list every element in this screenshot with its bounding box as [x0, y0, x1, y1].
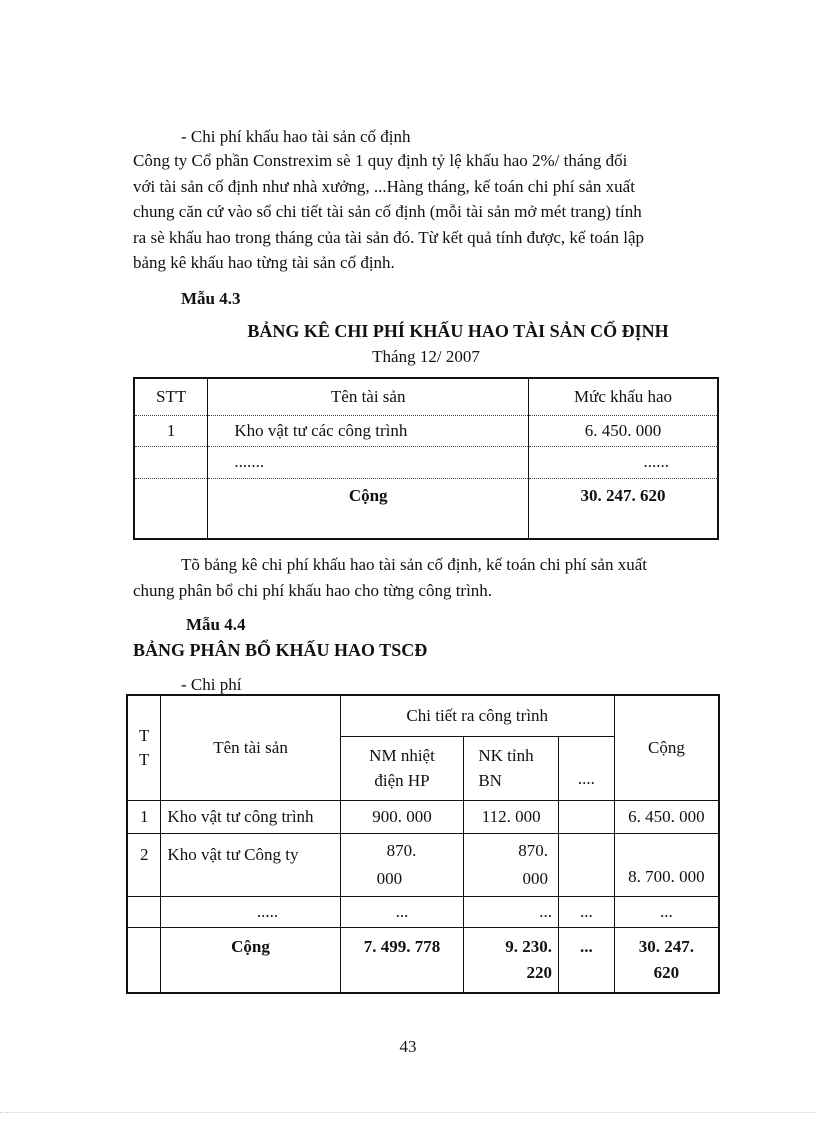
page-edge-divider — [0, 1112, 816, 1114]
header-cell-nm-nhiet-dien: NM nhiệt điện HP — [340, 736, 464, 800]
cell-nm-nhiet-dien: 870. 000 — [340, 833, 464, 896]
cell-asset-name: Kho vật tư công trình — [161, 800, 340, 833]
cell-total: ... — [614, 896, 719, 927]
header-cell-more: .... — [559, 736, 615, 800]
cell-more — [559, 800, 615, 833]
paragraph-line: bảng kê khấu hao từng tài sản cố định. — [133, 253, 395, 272]
page-number: 43 — [399, 1037, 417, 1056]
paragraph-line: Công ty Cổ phần Constrexim sè 1 quy định tỷ lệ khấu hao 2%/ tháng đối — [133, 151, 628, 170]
paragraph-depreciation-policy — [133, 148, 703, 276]
cell-tt: 1 — [127, 800, 161, 833]
cell-asset-name: ..... — [161, 896, 340, 927]
cell-total: 6. 450. 000 — [614, 800, 719, 833]
paragraph-line: chung căn cứ vào sổ chi tiết tài sản cố định (mỗi tài sản mở mét trang) tính — [133, 202, 642, 221]
table-total-row — [127, 927, 719, 993]
total-label: Cộng — [161, 927, 340, 993]
cell-nk-tinh: 112. 000 — [464, 800, 559, 833]
total-value: 30. 247. 620 — [529, 478, 718, 539]
total-label: Cộng — [208, 478, 529, 539]
form-label-4-3: Mẫu 4.3 — [181, 289, 241, 308]
paragraph-line: Tõ bảng kê chi phí khấu hao tài sản cố định, kế toán chi phí sản xuất — [181, 555, 647, 574]
header-cell-nk-tinh: NK tỉnh BN — [464, 736, 559, 800]
cell-nm-nhiet-dien: 900. 000 — [340, 800, 464, 833]
total-more: ... — [559, 927, 615, 993]
cell-tt — [127, 896, 161, 927]
section-heading: - Chi phí khấu hao tài sản cố định — [181, 127, 411, 146]
total-sum: 30. 247. 620 — [614, 927, 719, 993]
table-total-row — [134, 478, 718, 539]
table1-title: BẢNG KÊ CHI PHÍ KHẤU HAO TÀI SẢN CỐ ĐỊNH — [247, 321, 669, 341]
depreciation-allocation-table — [126, 694, 720, 994]
total-nm-nhiet-dien: 7. 499. 778 — [340, 927, 464, 993]
depreciation-summary-table — [133, 377, 719, 540]
table-header-row — [134, 378, 718, 415]
header-cell-tt: T T — [127, 695, 161, 800]
cell-total: 8. 700. 000 — [614, 833, 719, 896]
paragraph-allocation — [133, 552, 703, 603]
form-label-4-4: Mẫu 4.4 — [186, 615, 246, 634]
header-cell-stt: STT — [134, 378, 208, 415]
header-cell-asset-name: Tên tài sản — [161, 695, 340, 800]
paragraph-line: với tài sản cố định như nhà xưởng, ...Hàng tháng, kế toán chi phí sản xuất — [133, 176, 635, 196]
table2-title: BẢNG PHÂN BỔ KHẤU HAO TSCĐ — [133, 640, 428, 660]
header-cell-depreciation: Mức khấu hao — [529, 378, 718, 415]
table-row — [134, 446, 718, 478]
cell-asset-name: Kho vật tư Công ty — [161, 833, 340, 896]
table-row — [127, 800, 719, 833]
cell-depreciation: ...... — [529, 446, 718, 478]
header-cell-total: Cộng — [614, 695, 719, 800]
header-cell-project-detail: Chi tiết ra công trình — [340, 695, 614, 736]
cell-more: ... — [559, 896, 615, 927]
paragraph-line: ra sè khấu hao trong tháng của tài sản đó. Từ kết quả tính được, kế toán lập — [133, 227, 644, 247]
table-row — [134, 415, 718, 446]
total-nk-tinh: 9. 230. 220 — [464, 927, 559, 993]
cell-stt — [134, 446, 208, 478]
cell-nk-tinh: 870. 000 — [464, 833, 559, 896]
paragraph-line: chung phân bổ chi phí khấu hao cho từng công trình. — [133, 580, 493, 600]
cell-asset-name: ....... — [208, 446, 529, 478]
table-row — [127, 896, 719, 927]
cell-depreciation: 6. 450. 000 — [529, 415, 718, 446]
cell-tt: 2 — [127, 833, 161, 896]
table1-subtitle: Tháng 12/ 2007 — [372, 347, 480, 366]
table-header-row — [127, 695, 719, 736]
table2-subheading: - Chi phí — [181, 675, 242, 694]
cell-stt: 1 — [134, 415, 208, 446]
header-cell-asset-name: Tên tài sản — [208, 378, 529, 415]
table-row — [127, 833, 719, 896]
cell-nk-tinh: ... — [464, 896, 559, 927]
cell-asset-name: Kho vật tư các công trình — [208, 415, 529, 446]
cell-nm-nhiet-dien: ... — [340, 896, 464, 927]
